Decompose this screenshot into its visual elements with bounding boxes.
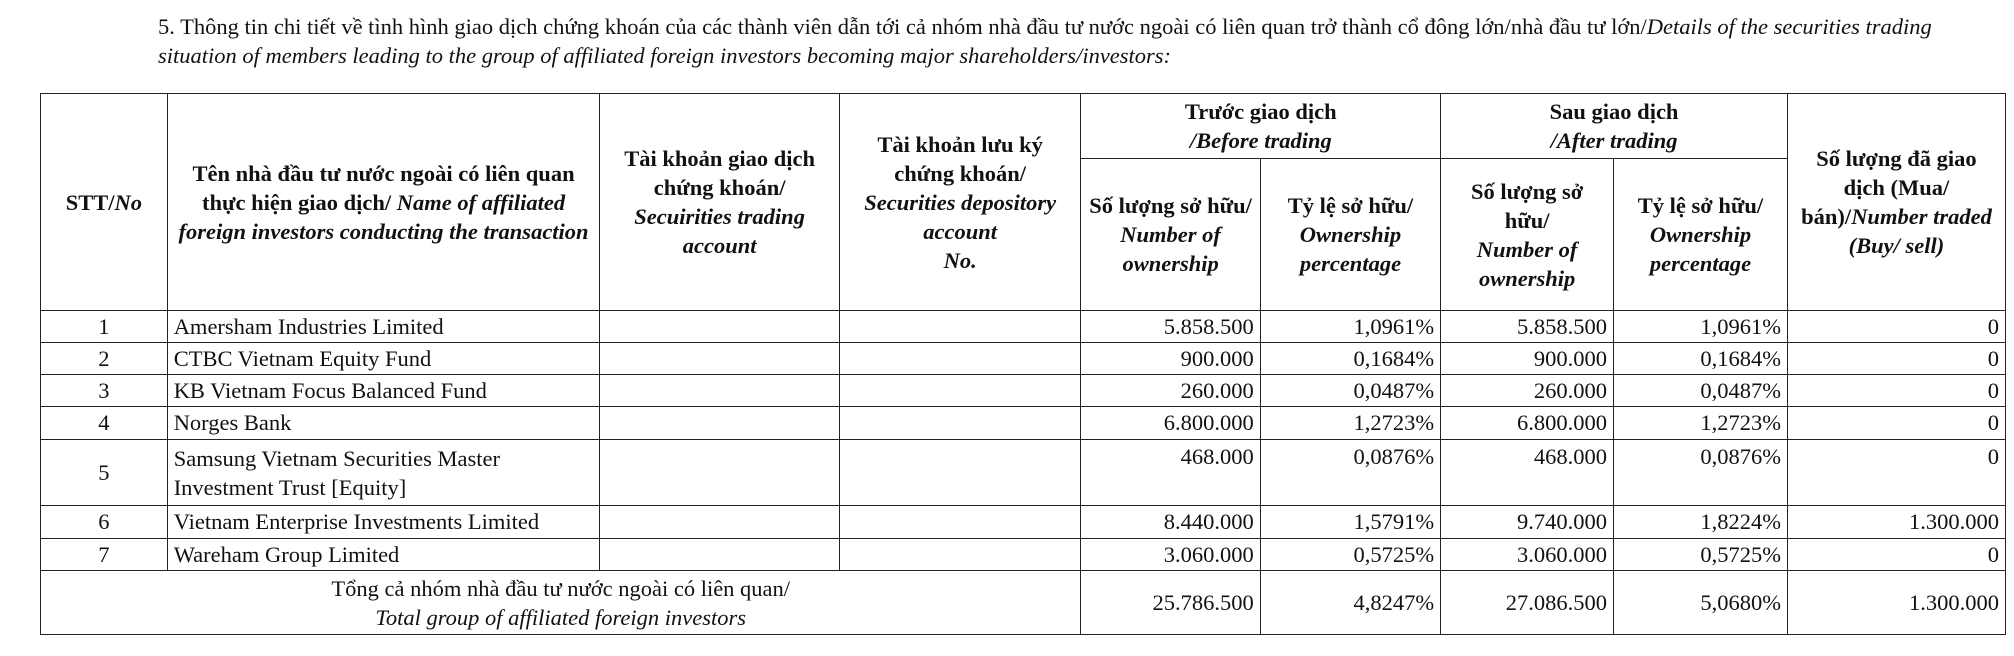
row-qty-after: 5.858.500 bbox=[1441, 311, 1614, 343]
row-pct-before: 0,1684% bbox=[1260, 343, 1440, 375]
row-depository-account bbox=[839, 407, 1081, 440]
row-qty-before: 3.060.000 bbox=[1081, 539, 1260, 571]
header-number-traded: Số lượng đã giao dịch (Mua/ bán)/Number traded (Buy/ sell) bbox=[1787, 94, 2005, 311]
row-traded: 0 bbox=[1787, 539, 2005, 571]
row-traded: 0 bbox=[1787, 343, 2005, 375]
section-intro bbox=[158, 12, 1978, 70]
intro-en: Details of the securities trading situation of members leading to the group of affiliated foreign investors becoming major shareholders/investors: bbox=[158, 14, 1932, 68]
row-traded: 0 bbox=[1787, 407, 2005, 440]
total-row bbox=[41, 571, 2006, 635]
header-pct-before: Tỷ lệ sở hữu/ Ownership percentage bbox=[1260, 159, 1440, 311]
header-after-trading: Sau giao dịch /After trading bbox=[1441, 94, 1788, 159]
header-name: Tên nhà đầu tư nước ngoài có liên quan thực hiện giao dịch/ Name of affiliated foreign investors conducting the transaction bbox=[167, 94, 600, 311]
row-no: 6 bbox=[41, 506, 168, 539]
table-row bbox=[41, 311, 2006, 343]
header-trading-account: Tài khoản giao dịch chứng khoán/ Secuirities trading account bbox=[600, 94, 839, 311]
table-row bbox=[41, 407, 2006, 440]
row-no: 1 bbox=[41, 311, 168, 343]
total-label-en: Total group of affiliated foreign investors bbox=[375, 604, 747, 630]
row-pct-before: 1,2723% bbox=[1260, 407, 1440, 440]
row-name: CTBC Vietnam Equity Fund bbox=[167, 343, 600, 375]
row-qty-after: 468.000 bbox=[1441, 440, 1614, 506]
header-qty-after: Số lượng sở hữu/ Number of ownership bbox=[1441, 159, 1614, 311]
row-depository-account bbox=[839, 440, 1081, 506]
row-name: KB Vietnam Focus Balanced Fund bbox=[167, 375, 600, 407]
row-pct-before: 1,5791% bbox=[1260, 506, 1440, 539]
total-qty-before: 25.786.500 bbox=[1081, 571, 1260, 635]
row-depository-account bbox=[839, 539, 1081, 571]
row-no: 4 bbox=[41, 407, 168, 440]
row-no: 5 bbox=[41, 440, 168, 506]
row-qty-before: 900.000 bbox=[1081, 343, 1260, 375]
row-pct-after: 0,0487% bbox=[1614, 375, 1788, 407]
row-depository-account bbox=[839, 343, 1081, 375]
row-depository-account bbox=[839, 506, 1081, 539]
header-qty-before: Số lượng sở hữu/ Number of ownership bbox=[1081, 159, 1260, 311]
total-label-vi: Tổng cả nhóm nhà đầu tư nước ngoài có liên quan/ bbox=[331, 575, 791, 601]
row-traded: 0 bbox=[1787, 375, 2005, 407]
row-traded: 0 bbox=[1787, 311, 2005, 343]
row-no: 3 bbox=[41, 375, 168, 407]
row-pct-after: 1,8224% bbox=[1614, 506, 1788, 539]
header-pct-after: Tỷ lệ sở hữu/ Ownership percentage bbox=[1614, 159, 1788, 311]
row-qty-before: 468.000 bbox=[1081, 440, 1260, 506]
table-row bbox=[41, 440, 2006, 506]
row-pct-after: 1,2723% bbox=[1614, 407, 1788, 440]
row-qty-after: 260.000 bbox=[1441, 375, 1614, 407]
intro-vi: 5. Thông tin chi tiết về tình hình giao dịch chứng khoán của các thành viên dẫn tới cả nhóm nhà đầu tư nước ngoài có liên quan trở thành cổ đông lớn/nhà đầu tư lớn/ bbox=[158, 14, 1647, 39]
row-qty-after: 3.060.000 bbox=[1441, 539, 1614, 571]
row-pct-before: 0,5725% bbox=[1260, 539, 1440, 571]
row-qty-before: 8.440.000 bbox=[1081, 506, 1260, 539]
row-qty-after: 9.740.000 bbox=[1441, 506, 1614, 539]
row-qty-after: 6.800.000 bbox=[1441, 407, 1614, 440]
total-pct-after: 5,0680% bbox=[1614, 571, 1788, 635]
row-trading-account bbox=[600, 311, 839, 343]
table-row bbox=[41, 539, 2006, 571]
total-qty-after: 27.086.500 bbox=[1441, 571, 1614, 635]
row-traded: 0 bbox=[1787, 440, 2005, 506]
row-qty-before: 5.858.500 bbox=[1081, 311, 1260, 343]
row-trading-account bbox=[600, 539, 839, 571]
row-traded: 1.300.000 bbox=[1787, 506, 2005, 539]
row-name: Amersham Industries Limited bbox=[167, 311, 600, 343]
table-row bbox=[41, 506, 2006, 539]
row-pct-before: 1,0961% bbox=[1260, 311, 1440, 343]
row-name: Vietnam Enterprise Investments Limited bbox=[167, 506, 600, 539]
table-row bbox=[41, 375, 2006, 407]
total-label bbox=[41, 571, 1081, 635]
header-depository-account: Tài khoản lưu ký chứng khoán/ Securities depository account No. bbox=[839, 94, 1081, 311]
row-no: 2 bbox=[41, 343, 168, 375]
row-name: Norges Bank bbox=[167, 407, 600, 440]
row-pct-before: 0,0487% bbox=[1260, 375, 1440, 407]
row-no: 7 bbox=[41, 539, 168, 571]
row-pct-after: 0,0876% bbox=[1614, 440, 1788, 506]
row-name: Samsung Vietnam Securities Master Investment Trust [Equity] bbox=[167, 440, 600, 506]
row-trading-account bbox=[600, 506, 839, 539]
row-pct-after: 0,5725% bbox=[1614, 539, 1788, 571]
header-stt: STT/No bbox=[41, 94, 168, 311]
total-pct-before: 4,8247% bbox=[1260, 571, 1440, 635]
header-before-trading: Trước giao dịch /Before trading bbox=[1081, 94, 1441, 159]
row-pct-after: 0,1684% bbox=[1614, 343, 1788, 375]
row-trading-account bbox=[600, 440, 839, 506]
header-row-1 bbox=[41, 94, 2006, 159]
trading-table bbox=[40, 93, 2006, 635]
row-trading-account bbox=[600, 375, 839, 407]
row-trading-account bbox=[600, 343, 839, 375]
table-row bbox=[41, 343, 2006, 375]
row-qty-before: 6.800.000 bbox=[1081, 407, 1260, 440]
total-traded: 1.300.000 bbox=[1787, 571, 2005, 635]
row-pct-after: 1,0961% bbox=[1614, 311, 1788, 343]
row-pct-before: 0,0876% bbox=[1260, 440, 1440, 506]
row-trading-account bbox=[600, 407, 839, 440]
row-qty-after: 900.000 bbox=[1441, 343, 1614, 375]
row-depository-account bbox=[839, 311, 1081, 343]
row-qty-before: 260.000 bbox=[1081, 375, 1260, 407]
row-depository-account bbox=[839, 375, 1081, 407]
row-name: Wareham Group Limited bbox=[167, 539, 600, 571]
